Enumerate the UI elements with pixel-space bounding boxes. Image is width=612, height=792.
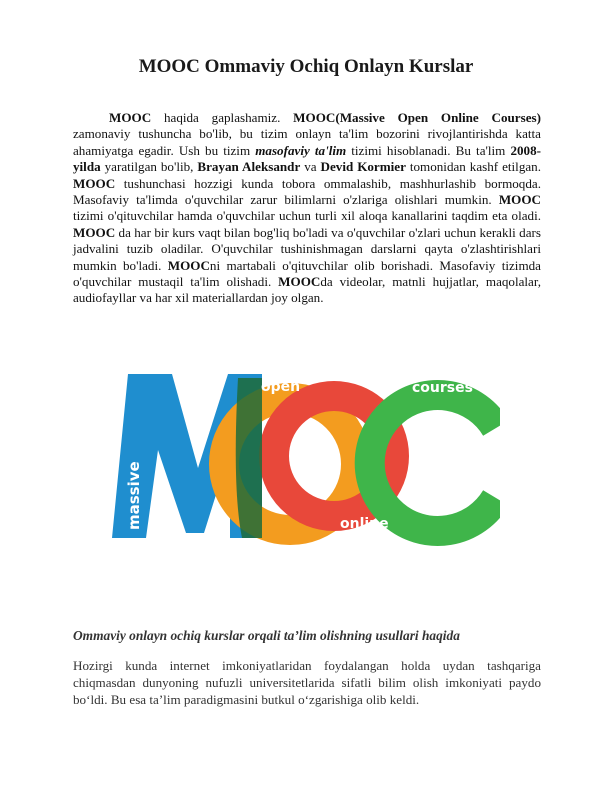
text-span: masofaviy ta'lim — [255, 142, 347, 158]
text-span: MOOC — [167, 257, 210, 273]
logo-word-massive: massive — [125, 461, 143, 530]
text-span: haqida gaplashamiz. — [151, 110, 294, 125]
logo-word-courses: courses — [412, 380, 473, 396]
text-span: MOOC — [73, 224, 116, 240]
text-span: va — [300, 159, 321, 175]
text-span: tizimi hisoblanadi. Bu ta'lim — [346, 142, 511, 158]
text-span: zamonaviy tushuncha bo'lib, bu tizim onlayn ta'lim bozorini rivojlantirishda katta ahamiyatga egadir. Ush bu tizim — [73, 126, 541, 158]
text-span: ni martabali o'qituvchilar olib borishadi. Masofaviy tizimda o'quvchilar mustaqil ta'lim olishadi. — [73, 257, 541, 290]
text-span: MOOC — [278, 274, 321, 290]
text-span: tomonidan kashf etilgan. — [405, 159, 541, 175]
text-span: Brayan Aleksandr — [197, 159, 301, 175]
text-span: 2008-yilda — [73, 142, 541, 175]
intro-paragraph — [73, 110, 541, 307]
text-span: MOOC(Massive Open Online Courses) — [293, 110, 541, 125]
mooc-logo — [112, 368, 500, 558]
logo-word-online: online — [340, 516, 389, 532]
body-paragraph: Hozirgi kunda internet imkoniyatlaridan foydalangan holda uydan tashqariga chiqmasdan dunyoning nufuzli universitetlarida sifatli bilim olish imkoniyati paydo bo‘ldi. Bu esa ta’lim paradigmasini butkul o‘zgarishiga olib keldi. — [73, 658, 541, 708]
mooc-logo-graphic — [112, 368, 500, 558]
section-subheading: Ommaviy onlayn ochiq kurslar orqali ta’lim olishning usullari haqida — [73, 628, 460, 643]
page-title: MOOC Ommaviy Ochiq Onlayn Kurslar — [138, 56, 474, 77]
logo-overlap-band — [236, 378, 262, 538]
text-span: yaratilgan bo'lib, — [100, 159, 198, 175]
text-span: MOOC — [109, 110, 152, 125]
text-span: da videolar, matnli hujjatlar, maqolalar, audiofayllar va har xil materiallardan joy olgan. — [73, 274, 541, 306]
text-span: tushunchasi hozzigi kunda tobora ommalashib, mashhurlashib bormoqda. Masofaviy ta'limda o'quvchilar zarur bilimlarni o'zlariga olishlari mumkin. — [73, 175, 541, 208]
text-span: tizimi o'qituvchilar hamda o'quvchilar uchun turli xil aloqa kanallarini taqdim eta oladi. — [73, 208, 541, 224]
text-span: MOOC — [73, 175, 116, 191]
text-span: Devid Kormier — [320, 159, 406, 175]
text-span: da har bir kurs vaqt bilan bog'liq bo'ladi va o'quvchilar o'zlari uchun kerakli dars jadvalini tuzib oladilar. O'quvchilar tushinishmagan darslarni qayta o'zlashtirishlari mumkin bo'ladi. — [73, 224, 541, 273]
logo-word-open: open — [261, 379, 301, 395]
text-span: MOOC — [498, 192, 541, 208]
